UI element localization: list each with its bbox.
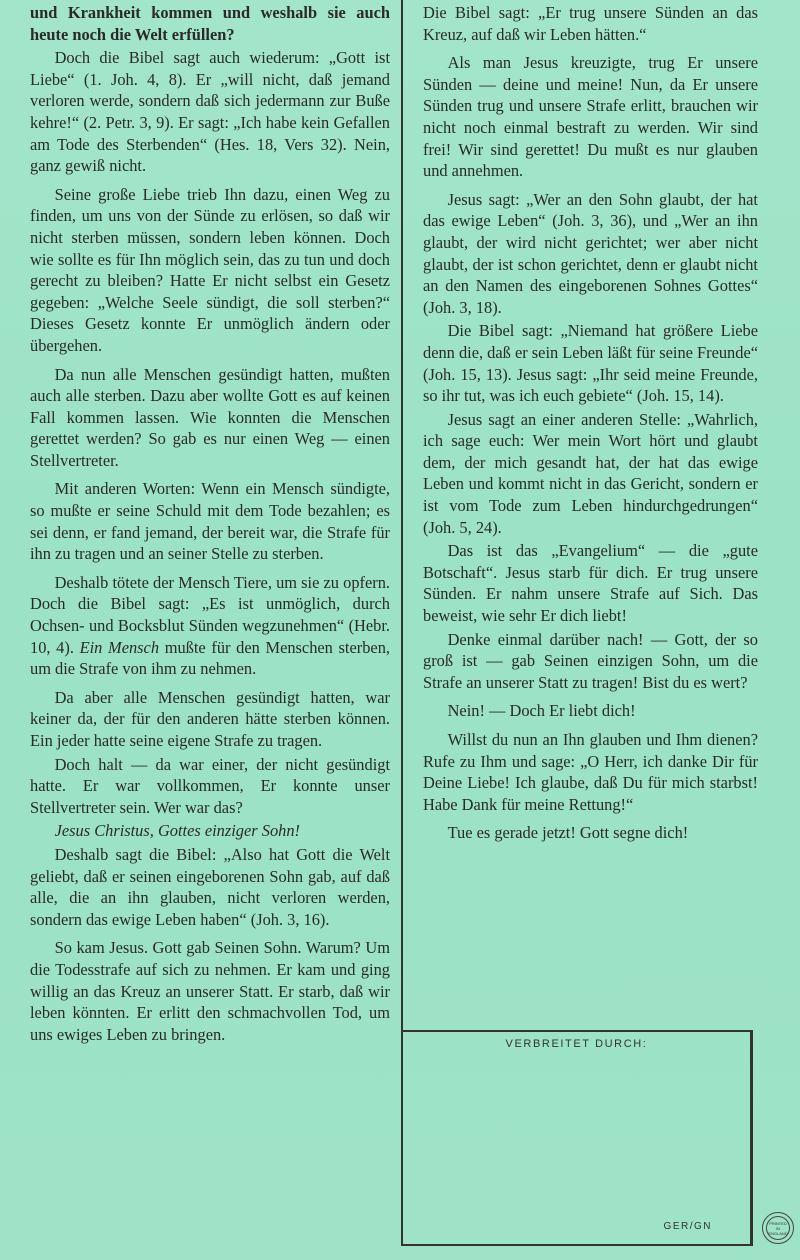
seal-line-3: ENGLAND bbox=[768, 1230, 788, 1236]
distribution-stamp-box bbox=[401, 1030, 753, 1246]
distribution-label: VERBREITET DURCH: bbox=[505, 1038, 648, 1050]
printer-seal-text bbox=[766, 1216, 790, 1240]
publication-code: GER/GN bbox=[663, 1221, 712, 1232]
column-divider bbox=[401, 0, 403, 1030]
left-paragraph-4: Mit anderen Worten: Wenn ein Mensch sündigte, so mußte er seine Schuld mit dem Tode bezahlen; es sei denn, er fand jemand, der bereit war, die Strafe für ihn zu tragen und an seiner Stelle zu sterben. bbox=[30, 479, 390, 564]
right-paragraph-5: Das ist das „Evangelium“ — die „gute Botschaft“. Jesus starb für dich. Er trug unsere Sünden. Er nahm unsere Strafe auf Sich. Das beweist, wie sehr Er dich liebt! bbox=[423, 541, 758, 626]
seal-line-1: PRINTED bbox=[769, 1220, 787, 1226]
left-paragraph-0: und Krankheit kommen und weshalb sie auch heute noch die Welt erfüllen? bbox=[30, 3, 390, 44]
left-column bbox=[30, 2, 390, 1052]
seal-line-2: IN bbox=[776, 1225, 780, 1231]
right-paragraph-9: Tue es gerade jetzt! Gott segne dich! bbox=[447, 823, 689, 843]
right-paragraph-4: Jesus sagt an einer anderen Stelle: „Wahrlich, ich sage euch: Wer mein Wort hört und glaubt dem, der mich gesandt hat, der hat das ewige Leben und kommt nicht in das Gericht, sondern er ist vom Tode zum Leben hindurchgedrungen“ (Joh. 5, 24). bbox=[423, 409, 758, 537]
right-paragraph-3: Die Bibel sagt: „Niemand hat größere Liebe denn die, daß er sein Leben läßt für seine Freunde“ (Joh. 15, 13). Jesus sagt: „Ihr seid meine Freunde, so ihr tut, was ich euch gebiete“ (Joh. 15, 14). bbox=[423, 321, 758, 406]
right-column bbox=[423, 2, 758, 851]
right-paragraph-0: Die Bibel sagt: „Er trug unsere Sünden an das Kreuz, auf daß wir Leben hätten.“ bbox=[423, 3, 758, 44]
left-paragraph-5-end: mußte für den Menschen sterben, um die Strafe von ihm zu nehmen. bbox=[30, 637, 390, 679]
left-paragraph-9: So kam Jesus. Gott gab Seinen Sohn. Warum? Um die Todesstrafe auf sich zu nehmen. Er kam und ging willig an das Kreuz an unserer Statt. Er starb, daß wir leben könnten. Er erlitt den schmachvollen Tod, um uns ewiges Leben zu bringen. bbox=[30, 938, 390, 1044]
right-paragraph-2: Jesus sagt: „Wer an den Sohn glaubt, der hat das ewige Leben“ (Joh. 3, 36), und „Wer an ihn glaubt, der wird nicht gerichtet; wer aber nicht glaubt, der ist schon gerichtet, denn er glaubt nicht an den Namen des eingeborenen Sohnes Gottes“ (Joh. 3, 18). bbox=[423, 189, 758, 317]
section-heading: Jesus Christus, Gottes einziger Sohn! bbox=[54, 821, 300, 841]
right-paragraph-6: Denke einmal darüber nach! — Gott, der so groß ist — gab Seinen einzigen Sohn, um die Strafe an unserer Statt zu tragen! Bist du es wert? bbox=[423, 629, 758, 692]
left-paragraph-5-start: Deshalb tötete der Mensch Tiere, um sie zu opfern. Doch die Bibel sagt: „Es ist unmöglich, durch Ochsen- und Bocksblut Sünden wegzunehmen“ (Hebr. 10, 4). bbox=[30, 572, 390, 657]
right-paragraph-8: Willst du nun an Ihn glauben und Ihm dienen? Rufe zu Ihm und sage: „O Herr, ich danke Dir für Deine Liebe! Ich glaube, daß Du für mich starbst! Habe Dank für meine Rettung!“ bbox=[423, 730, 758, 814]
left-paragraph-7: Doch halt — da war einer, der nicht gesündigt hatte. Er war vollkommen, Er konnte unser Stellvertreter sein. Wer war das? bbox=[30, 754, 390, 817]
left-paragraph-5-emphasis: Ein Mensch bbox=[79, 637, 160, 657]
left-paragraph-5 bbox=[30, 572, 390, 680]
left-paragraph-3: Da nun alle Menschen gesündigt hatten, mußten auch alle sterben. Dazu aber wollte Gott es auf keinen Fall kommen lassen. Wie konnten die Menschen gerettet werden? So gab es nur einen Weg — einen Stellvertreter. bbox=[30, 364, 390, 470]
left-paragraph-1: Doch die Bibel sagt auch wiederum: „Gott ist Liebe“ (1. Joh. 4, 8). Er „will nicht, daß jemand verloren werde, sondern daß sich jedermann zur Buße kehre!“ (2. Petr. 3, 9). Er sagt: „Ich habe kein Gefallen am Tode des Sterbenden“ (Hes. 18, Vers 32). Nein, ganz gewiß nicht. bbox=[30, 48, 390, 176]
left-paragraph-6: Da aber alle Menschen gesündigt hatten, war keiner da, der für den anderen hätte sterben können. Ein jeder hatte seine eigene Strafe zu tragen. bbox=[30, 687, 390, 750]
left-paragraph-2: Seine große Liebe trieb Ihn dazu, einen Weg zu finden, um uns von der Sünde zu erlösen, so daß wir nicht sterben müssen, sondern leben können. Doch wie sollte es für Ihn möglich sein, das zu tun und doch gerecht zu bleiben? Hatte Er nicht selbst ein Gesetz gegeben: „Welche Seele sündigt, die soll sterben?“ Dieses Gesetz konnte Er unmöglich ändern oder übergehen. bbox=[30, 184, 390, 355]
right-paragraph-7: Nein! — Doch Er liebt dich! bbox=[447, 701, 636, 721]
printer-seal-icon bbox=[762, 1212, 794, 1244]
right-paragraph-1: Als man Jesus kreuzigte, trug Er unsere Sünden — deine und meine! Nun, da Er unsere Sünden trug und unsere Strafe erlitt, brauchen wir nicht noch einmal bestraft zu werden. Wir sind frei! Wir sind gerettet! Du mußt es nur glauben und annehmen. bbox=[423, 53, 758, 181]
left-paragraph-8: Deshalb sagt die Bibel: „Also hat Gott die Welt geliebt, daß er seinen eingeborenen Sohn gab, auf daß alle, die an ihn glauben, nicht verloren werden, sondern das ewige Leben haben“ (Joh. 3, 16). bbox=[30, 844, 390, 929]
